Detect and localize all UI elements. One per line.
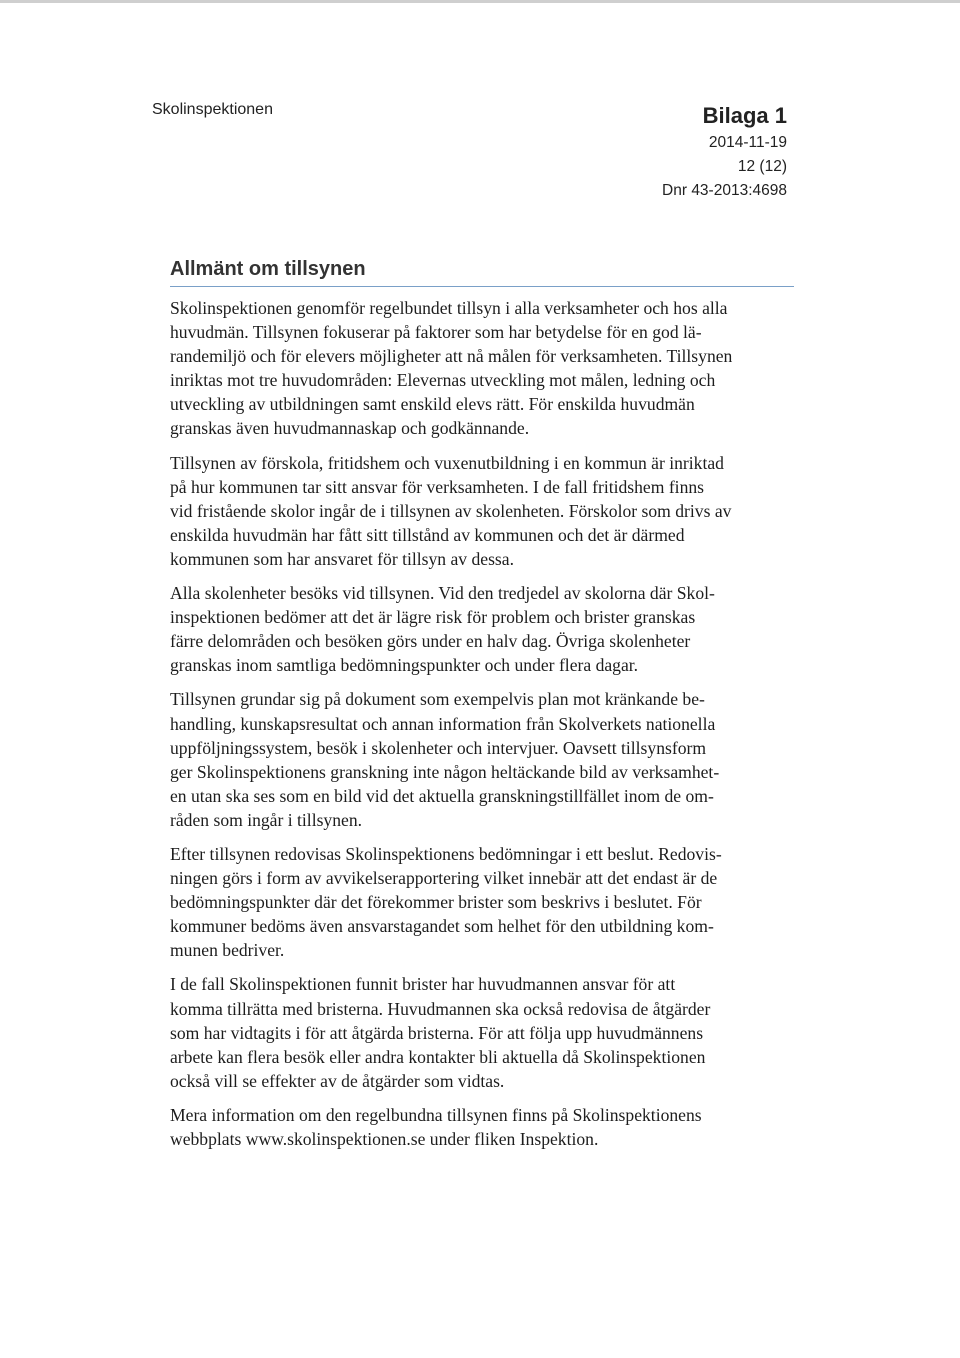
text-line: uppföljningssystem, besök i skolenheter och intervjuer. Oavsett tillsynsform bbox=[170, 737, 707, 758]
paragraph bbox=[170, 1103, 800, 1151]
text-line: kommunen som har ansvaret för tillsyn av dessa. bbox=[170, 548, 514, 569]
text-line: råden som ingår i tillsynen. bbox=[170, 809, 363, 830]
text-line: munen bedriver. bbox=[170, 940, 285, 961]
text-line: kommuner bedöms även ansvarstagandet som helhet för den utbildning kom- bbox=[170, 916, 714, 937]
section-title: Allmänt om tillsynen bbox=[170, 258, 366, 280]
document-header bbox=[662, 101, 787, 203]
text-line: ger Skolinspektionens granskning inte någon heltäckande bild av verksamhet- bbox=[170, 761, 720, 782]
text-line: en utan ska ses som en bild vid det aktuella granskningstillfället inom de om- bbox=[170, 785, 714, 806]
text-line: Alla skolenheter besöks vid tillsynen. Vid den tredjedel av skolorna där Skol- bbox=[170, 583, 715, 604]
page-number: 12 (12) bbox=[737, 158, 787, 175]
text-line: I de fall Skolinspektionen funnit brister har huvudmannen ansvar för att bbox=[170, 974, 676, 995]
text-line: enskilda huvudmän har fått sitt tillstånd av kommunen och det är därmed bbox=[170, 524, 685, 545]
text-line: webbplats www.skolinspektionen.se under fliken Inspektion. bbox=[170, 1129, 599, 1149]
text-line: granskas inom samtliga bedömningspunkter och under flera dagar. bbox=[170, 655, 639, 676]
text-line: på hur kommunen tar sitt ansvar för verksamheten. I de fall fritidshem finns bbox=[170, 476, 705, 497]
text-line: Tillsynen av förskola, fritidshem och vuxenutbildning i en kommun är inriktad bbox=[170, 452, 724, 473]
organization-name: Skolinspektionen bbox=[152, 101, 273, 118]
text-line: arbete kan flera besök eller andra kontakter bli aktuella då Skolinspektionen bbox=[170, 1046, 706, 1067]
paragraph bbox=[170, 296, 800, 441]
attachment-label: Bilaga 1 bbox=[702, 103, 787, 128]
scan-edge bbox=[0, 0, 960, 3]
text-line: färre delområden och besöken görs under en halv dag. Övriga skolenheter bbox=[170, 631, 691, 652]
text-line: komma tillrätta med bristerna. Huvudmannen ska också redovisa de åtgärder bbox=[170, 998, 711, 1019]
title-underline bbox=[170, 286, 794, 287]
text-line: Skolinspektionen genomför regelbundet tillsyn i alla verksamheter och hos alla bbox=[170, 298, 728, 318]
paragraph bbox=[170, 687, 800, 832]
text-line: randemiljö och för elevers möjligheter att nå målen för verksamheten. Tillsynen bbox=[170, 346, 733, 367]
text-line: inspektionen bedömer att det är lägre risk för problem och brister granskas bbox=[170, 607, 696, 628]
text-line: huvudmän. Tillsynen fokuserar på faktorer som har betydelse för en god lä- bbox=[170, 322, 702, 343]
paragraph bbox=[170, 972, 800, 1092]
text-line: handling, kunskapsresultat och annan information från Skolverkets nationella bbox=[170, 713, 716, 734]
text-line: inriktas mot tre huvudområden: Elevernas utveckling mot målen, ledning och bbox=[170, 370, 716, 391]
text-line: utveckling av utbildningen samt enskild elevs rätt. För enskilda huvudmän bbox=[170, 394, 695, 415]
reference-number: Dnr 43-2013:4698 bbox=[662, 182, 787, 199]
text-line: Mera information om den regelbundna tillsynen finns på Skolinspektionens bbox=[170, 1104, 702, 1125]
text-line: vid fristående skolor ingår de i tillsynen av skolenheten. Förskolor som drivs av bbox=[170, 500, 732, 521]
paragraph bbox=[170, 451, 800, 571]
text-line: Tillsynen grundar sig på dokument som exempelvis plan mot kränkande be- bbox=[170, 689, 705, 710]
text-line: också vill se effekter av de åtgärder som vidtas. bbox=[170, 1070, 505, 1091]
paragraph bbox=[170, 842, 800, 962]
body-text bbox=[170, 296, 800, 1161]
paragraph bbox=[170, 581, 800, 677]
document-date: 2014-11-19 bbox=[708, 134, 787, 151]
text-line: Efter tillsynen redovisas Skolinspektionens bedömningar i ett beslut. Redovis- bbox=[170, 843, 722, 864]
text-line: som har vidtagits i för att åtgärda bristerna. För att följa upp huvudmännens bbox=[170, 1022, 704, 1043]
text-line: ningen görs i form av avvikelserapportering vilket innebär att det endast är de bbox=[170, 868, 718, 889]
text-line: bedömningspunkter där det förekommer brister som beskrivs i beslutet. För bbox=[170, 892, 702, 913]
text-line: granskas även huvudmannaskap och godkännande. bbox=[170, 418, 530, 439]
